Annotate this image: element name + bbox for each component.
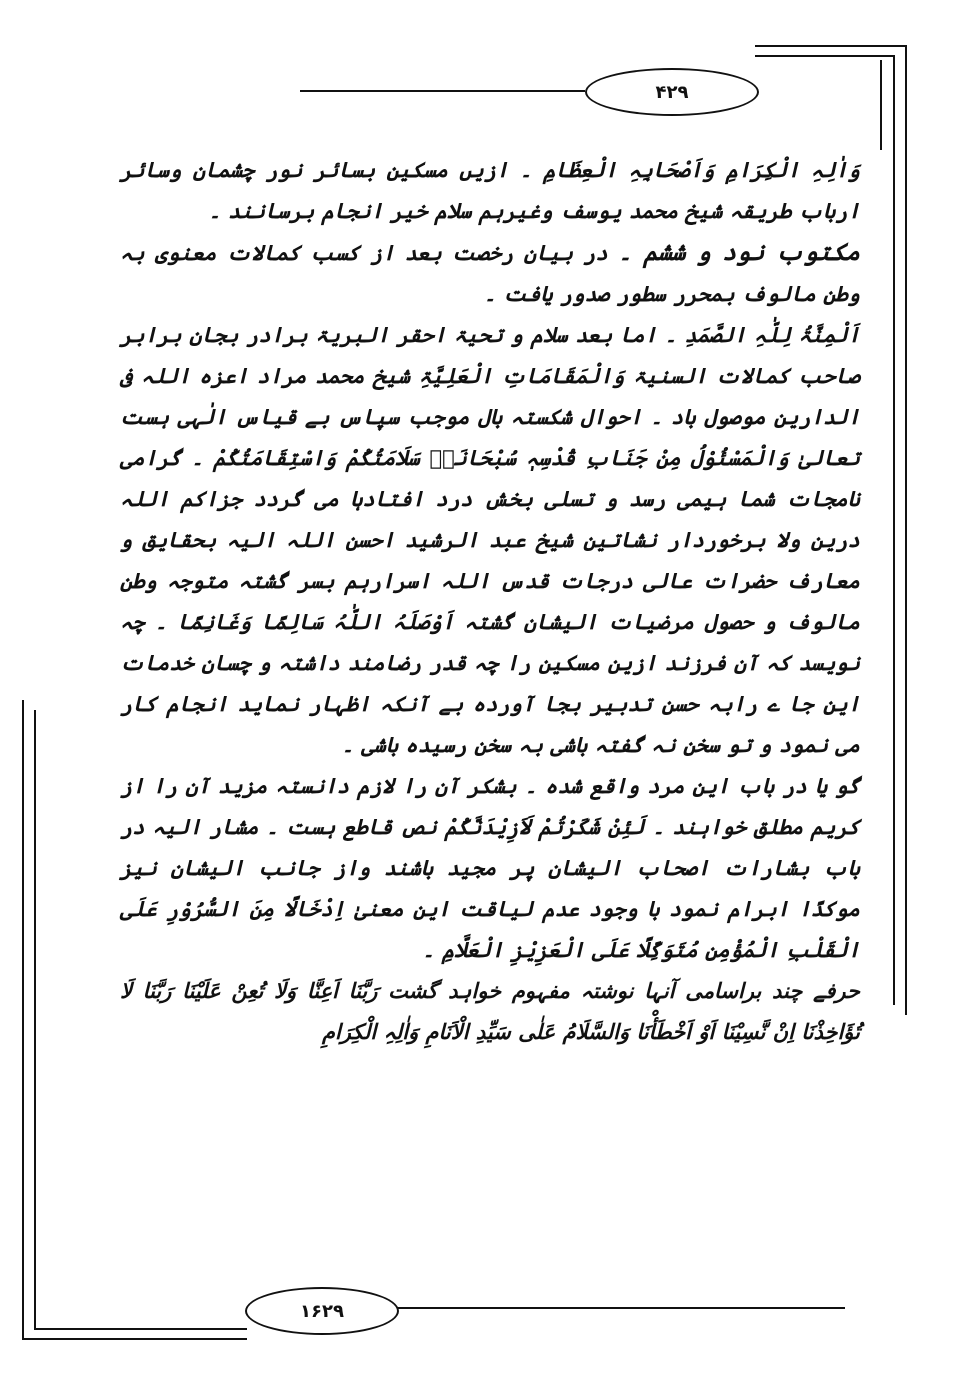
frame-right-vertical-upper <box>880 60 882 150</box>
frame-left-vertical-outer <box>22 700 24 1340</box>
frame-left-vertical-inner <box>34 710 36 1330</box>
paragraph-opening: وَاٰلِہِ الْکِرَامِ وَاَصْحَابِہِ الْعِظَامِ ۔ ازیں مسکین بسائر نور چشمان وسائر ارباب طریقہ شیخ محمد یوسف وغیرہم سلام خیر انجام برسانند ۔ <box>120 158 860 223</box>
letter-text <box>120 150 860 1053</box>
paragraph-body: اَلْمِنَّۃُ لِلّٰہِ الصَّمَدِ ۔ اما بعد سلام و تحیۃ احقر البریۃ برادر بجان برابر صاحب کمالات السنیۃ وَالْمَقَامَاتِ الْعَلِیَّۃِ شیخ محمد مراد اعزہ اللہ فی الدارین موصول باد ۔ احوال شکستہ بال موجب سپاس بے قیاس الٰہی ہست تعالیٰ وَالْمَسْئُوْلُ مِنْ جَنَابِ قُدْسِہٖ سُبْحَانَہٗ سَلَامَتُکُمْ وَاسْتِقَامَتُکُمْ ۔ گرامی نامجات شما ہیمی رسد و تسلی بخش درد افتادہا می گردد جزاکم اللہ درین ولا برخوردار نشاتین شیخ عبد الرشید احسن اللہ الیہ بحقایق و معارف حضرات عالی درجات قدس اللہ اسرارہم بسر گشتہ متوجہ وطن مالوف و حصول مرضیات الیشان گشتہ اَوْصَلَہُ اللّٰہُ سَالِمًا وَغَانِمًا ۔ چہ نویسد کہ آن فرزند ازین مسکین را چہ قدر رضامند داشتہ و چسان خدمات این جا ے رابہ حسن تدبیر بجا آوردہ بے آنکہ اظہار نماید انجام کار می نمود و تو سخن نہ گفتہ باشی بہ سخن رسیدہ باشی ۔ <box>120 323 860 757</box>
paragraph-closing: حرفے چند براسامی آنہا نوشتہ مفہوم خواہد گشت رَبَّنَا اَعِنَّا وَلَا تُعِنْ عَلَیْنَا رَبَّنَا لَا تُؤَاخِذْنَا اِنْ نَّسِیْنَا اَوْ اَخْطَأْنَا وَالسَّلَامُ عَلٰی سَیِّدِ الْاَنَامِ وَاٰلِہِ الْکِرَامِ <box>120 979 860 1044</box>
letter-heading: مکتوب نود و ششم ۔ <box>618 238 861 266</box>
top-page-number: ۴۲۹ <box>585 68 759 116</box>
frame-bottom-line-outer <box>22 1338 247 1340</box>
letter-heading-line <box>120 232 860 315</box>
frame-right-vertical-inner <box>893 55 895 1005</box>
letter-heading-description: در بیان رخصت بعد از کسب کمالات معنوی بہ وطن مالوف بمحرر سطور صدور یافت ۔ <box>120 241 860 306</box>
frame-right-vertical-outer <box>905 45 907 1015</box>
frame-bottom-right-line <box>395 1307 845 1309</box>
paragraph-gratitude: گو یا در باب این مرد واقع شدہ ۔ بشکر آن را لازم دانستہ مزید آن را از کریم مطلق خواہند ۔ لَئِنْ شَکَرْتُمْ لَاَزِیْدَنَّکُمْ نص قاطع ہست ۔ مشار الیہ در باب بشارات اصحاب الیشان پر مجید باشند واز جانب الیشان نیز موکدًا ابرام نمود با وجود عدم لیاقت این معنیٰ اِدْخَالًا مِنَ السُّرُوْرِ عَلَی الْقَلْبِ الْمُؤْمِنِ مُتَوَکِّلًا عَلَی الْعَزِیْزِ الْعَلَّامِ ۔ <box>120 774 860 962</box>
bottom-page-number: ۱۶۲۹ <box>245 1287 399 1335</box>
frame-top-left-line <box>300 90 585 92</box>
frame-top-line-inner <box>755 55 895 57</box>
frame-top-line-outer <box>755 45 905 47</box>
frame-bottom-line-inner <box>34 1328 247 1330</box>
